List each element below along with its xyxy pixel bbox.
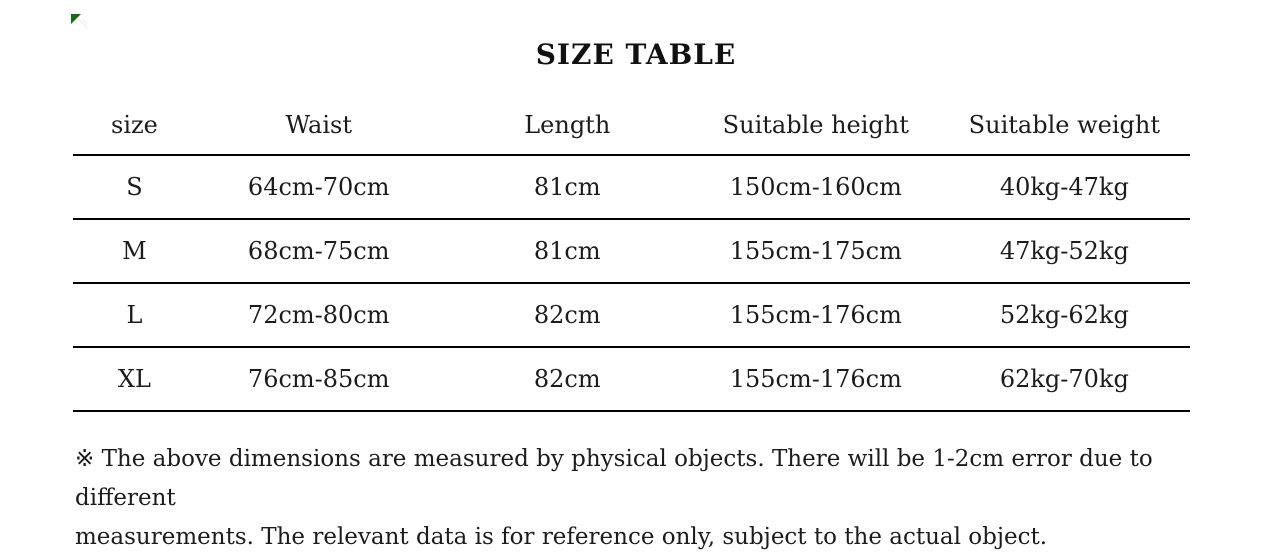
cell-suitable-weight: 47kg-52kg: [999, 237, 1129, 265]
col-header-length: Length: [524, 110, 611, 139]
cell-waist: 64cm-70cm: [247, 173, 390, 201]
table-row: [73, 347, 1190, 411]
corner-marker-icon: [71, 14, 93, 36]
cell-suitable-weight: 62kg-70kg: [999, 365, 1129, 393]
cell-suitable-height: 155cm-176cm: [729, 301, 902, 329]
measurement-note: [75, 440, 1185, 557]
cell-suitable-weight: 52kg-62kg: [999, 301, 1129, 329]
cell-suitable-weight: 40kg-47kg: [999, 173, 1129, 201]
cell-suitable-height: 155cm-175cm: [729, 237, 902, 265]
col-header-size: size: [111, 110, 158, 139]
note-line-1: ※ The above dimensions are measured by physical objects. There will be 1-2cm error due to different: [75, 446, 1153, 511]
header-row: [73, 95, 1190, 155]
col-header-suitable-height: Suitable height: [722, 110, 909, 139]
cell-size: M: [122, 237, 147, 265]
col-header-suitable-weight: Suitable weight: [968, 110, 1160, 139]
cell-length: 81cm: [533, 173, 601, 201]
cell-size: L: [126, 301, 143, 329]
cell-waist: 72cm-80cm: [247, 301, 390, 329]
size-table-body: [73, 155, 1190, 411]
cell-length: 81cm: [533, 237, 601, 265]
col-header-waist: Waist: [285, 110, 352, 139]
table-row: [73, 283, 1190, 347]
note-line-2: measurements. The relevant data is for reference only, subject to the actual object.: [75, 524, 1048, 550]
cell-length: 82cm: [533, 365, 601, 393]
table-row: [73, 219, 1190, 283]
cell-size: S: [126, 173, 143, 201]
cell-waist: 76cm-85cm: [247, 365, 390, 393]
page-title: SIZE TABLE: [535, 38, 737, 71]
cell-length: 82cm: [533, 301, 601, 329]
hatch-triangle-icon: [76, 19, 87, 30]
cell-suitable-height: 150cm-160cm: [729, 173, 902, 201]
table-row: [73, 155, 1190, 219]
cell-suitable-height: 155cm-176cm: [729, 365, 902, 393]
cell-waist: 68cm-75cm: [247, 237, 390, 265]
size-table: [73, 95, 1190, 412]
cell-size: XL: [117, 365, 151, 393]
